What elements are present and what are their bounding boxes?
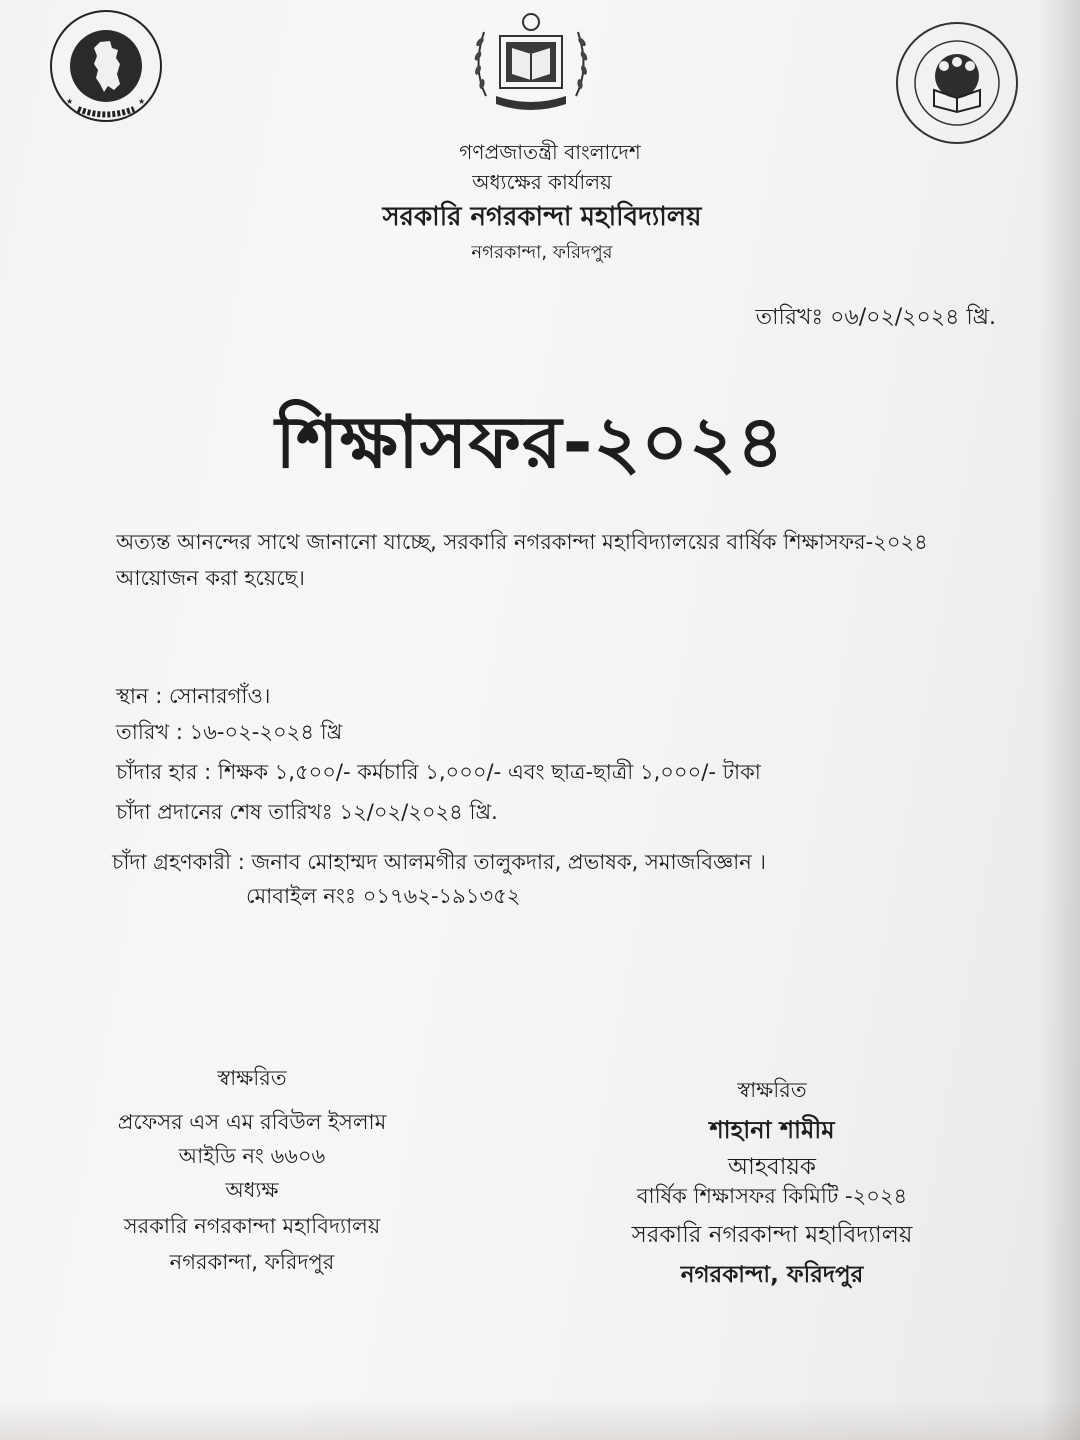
detail-place: স্থান : সোনারগাঁও।	[116, 684, 271, 708]
header-college-name: সরকারি নগরকান্দা মহাবিদ্যালয়	[382, 202, 702, 232]
intro-line-1: অত্যন্ত আনন্দের সাথে জানানো যাচ্ছে, সরকারি নগরকান্দা মহাবিদ্যালয়ের বার্ষিক শিক্ষাসফর-২০২৪	[116, 530, 928, 554]
intro-line-2: আয়োজন করা হয়েছে।	[116, 566, 305, 590]
detail-fee-rate: চাঁদার হার : শিক্ষক ১,৫০০/- কর্মচারি ১,০০০/- এবং ছাত্র-ছাত্রী ১,০০০/- টাকা	[116, 760, 761, 784]
header-location: নগরকান্দা, ফরিদপুর	[471, 242, 613, 263]
detail-trip-date: তারিখ : ১৬-০২-২০২৪ খ্রি	[116, 720, 343, 744]
detail-mobile-number: মোবাইল নংঃ ০১৭৬২-১৯১৩৫২	[246, 884, 521, 908]
svg-text:★: ★	[66, 97, 74, 106]
svg-text:★: ★	[138, 97, 146, 106]
signatory-designation: অধ্যক্ষ	[225, 1178, 279, 1202]
header-country: গণপ্রজাতন্ত্রী বাংলাদেশ	[459, 140, 641, 164]
signed-label: স্বাক্ষরিত	[737, 1078, 807, 1102]
signatory-college: সরকারি নগরকান্দা মহাবিদ্যালয়	[631, 1222, 913, 1248]
signatory-committee: বার্ষিক শিক্ষাসফর কিমিটি -২০২৪	[636, 1184, 908, 1208]
education-seal-icon	[894, 20, 1020, 146]
signed-label: স্বাক্ষরিত	[217, 1066, 287, 1090]
signatory-name: শাহানা শামীম	[709, 1116, 835, 1144]
government-seal-icon	[48, 8, 164, 124]
signatory-location: নগরকান্দা, ফরিদপুর	[680, 1262, 864, 1288]
signatory-college: সরকারি নগরকান্দা মহাবিদ্যালয়	[123, 1214, 381, 1238]
college-emblem-icon	[466, 8, 596, 116]
signatory-id: আইডি নং ৬৬০৬	[178, 1144, 326, 1168]
detail-fee-collector: চাঁদা গ্রহণকারী : জনাব মোহাম্মদ আলমগীর তালুকদার, প্রভাষক, সমাজবিজ্ঞান ।	[112, 850, 766, 874]
signatory-designation: আহবায়ক	[727, 1154, 817, 1180]
header-office: অধ্যক্ষের কার্যালয়	[472, 170, 612, 194]
issue-date: তারিখঃ ০৬/০২/২০২৪ খ্রি.	[755, 305, 996, 330]
page-shadow-bottom	[0, 1400, 1080, 1440]
signatory-location: নগরকান্দা, ফরিদপুর	[169, 1250, 335, 1274]
signatory-name: প্রফেসর এস এম রবিউল ইসলাম	[117, 1110, 387, 1134]
detail-payment-deadline: চাঁদা প্রদানের শেষ তারিখঃ ১২/০২/২০২৪ খ্রি.	[116, 800, 498, 824]
page-title: শিক্ষাসফর-২০২৪	[275, 400, 785, 484]
